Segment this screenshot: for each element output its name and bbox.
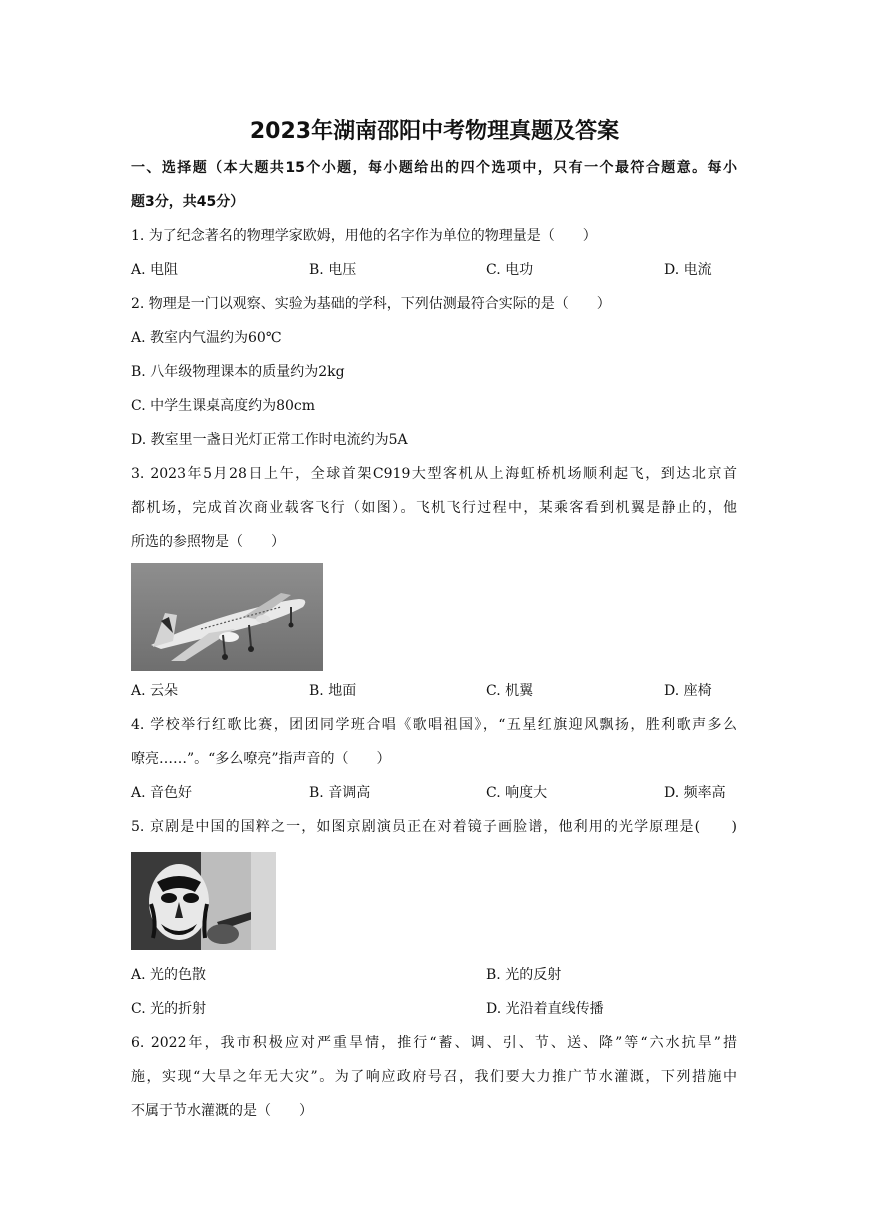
q3-option-c: C. 机翼 [486, 683, 534, 699]
airplane-photo-graphic [131, 563, 323, 671]
q3-stem-line2: 都机场，完成首次商业载客飞行（如图）。飞机飞行过程中，某乘客看到机翼是静止的，他 [131, 500, 737, 516]
q1-option-c: C. 电功 [486, 262, 534, 278]
q3-option-b: B. 地面 [309, 683, 357, 699]
q4-option-d: D. 频率高 [664, 785, 726, 801]
opera-mirror-photo [131, 852, 276, 950]
q1-option-b: B. 电压 [309, 262, 357, 278]
q2-stem: 2. 物理是一门以观察、实验为基础的学科，下列估测最符合实际的是（ ） [131, 296, 611, 312]
q2-option-b: B. 八年级物理课本的质量约为2kg [131, 364, 345, 380]
q6-stem-line3: 不属于节水灌溉的是（ ） [131, 1103, 313, 1119]
page-title: 2023年湖南邵阳中考物理真题及答案 [249, 119, 620, 144]
q1-option-a: A. 电阻 [131, 262, 179, 278]
q5-option-b: B. 光的反射 [486, 967, 562, 983]
airplane-photo [131, 563, 323, 671]
q3-stem-line3: 所选的参照物是（ ） [131, 534, 285, 550]
q6-stem-line2: 施，实现“大旱之年无大灾”。为了响应政府号召，我们要大力推广节水灌溉，下列措施中 [131, 1069, 737, 1085]
q4-option-b: B. 音调高 [309, 785, 371, 801]
section-heading-line2: 题3分，共45分） [131, 194, 245, 210]
section-heading-line1: 一、选择题（本大题共15个小题，每小题给出的四个选项中，只有一个最符合题意。每小 [131, 160, 737, 176]
q3-option-d: D. 座椅 [664, 683, 712, 699]
q4-stem-line2: 嘹亮……”。“多么嘹亮”指声音的（ ） [131, 751, 391, 767]
q4-stem-line1: 4. 学校举行红歌比赛，团团同学班合唱《歌唱祖国》，“五星红旗迎风飘扬，胜利歌声多么 [131, 717, 737, 733]
opera-mirror-photo-graphic [131, 852, 276, 950]
q2-option-d: D. 教室里一盏日光灯正常工作时电流约为5A [131, 432, 408, 448]
q3-stem-line1: 3. 2023年5月28日上午，全球首架C919大型客机从上海虹桥机场顺利起飞，到达北京首 [131, 466, 737, 482]
q4-option-c: C. 响度大 [486, 785, 548, 801]
q2-option-a: A. 教室内气温约为60℃ [131, 330, 282, 346]
q5-stem: 5. 京剧是中国的国粹之一，如图京剧演员正在对着镜子画脸谱，他利用的光学原理是( ) [131, 819, 737, 835]
q1-option-d: D. 电流 [664, 262, 712, 278]
q5-option-c: C. 光的折射 [131, 1001, 207, 1017]
q5-option-d: D. 光沿着直线传播 [486, 1001, 604, 1017]
q1-stem: 1. 为了纪念著名的物理学家欧姆，用他的名字作为单位的物理量是（ ） [131, 228, 597, 244]
q5-option-a: A. 光的色散 [131, 967, 207, 983]
q6-stem-line1: 6. 2022年，我市积极应对严重旱情，推行“蓄、调、引、节、送、降”等“六水抗旱”措 [131, 1035, 737, 1051]
q4-option-a: A. 音色好 [131, 785, 193, 801]
q3-option-a: A. 云朵 [131, 683, 179, 699]
q2-option-c: C. 中学生课桌高度约为80cm [131, 398, 316, 414]
